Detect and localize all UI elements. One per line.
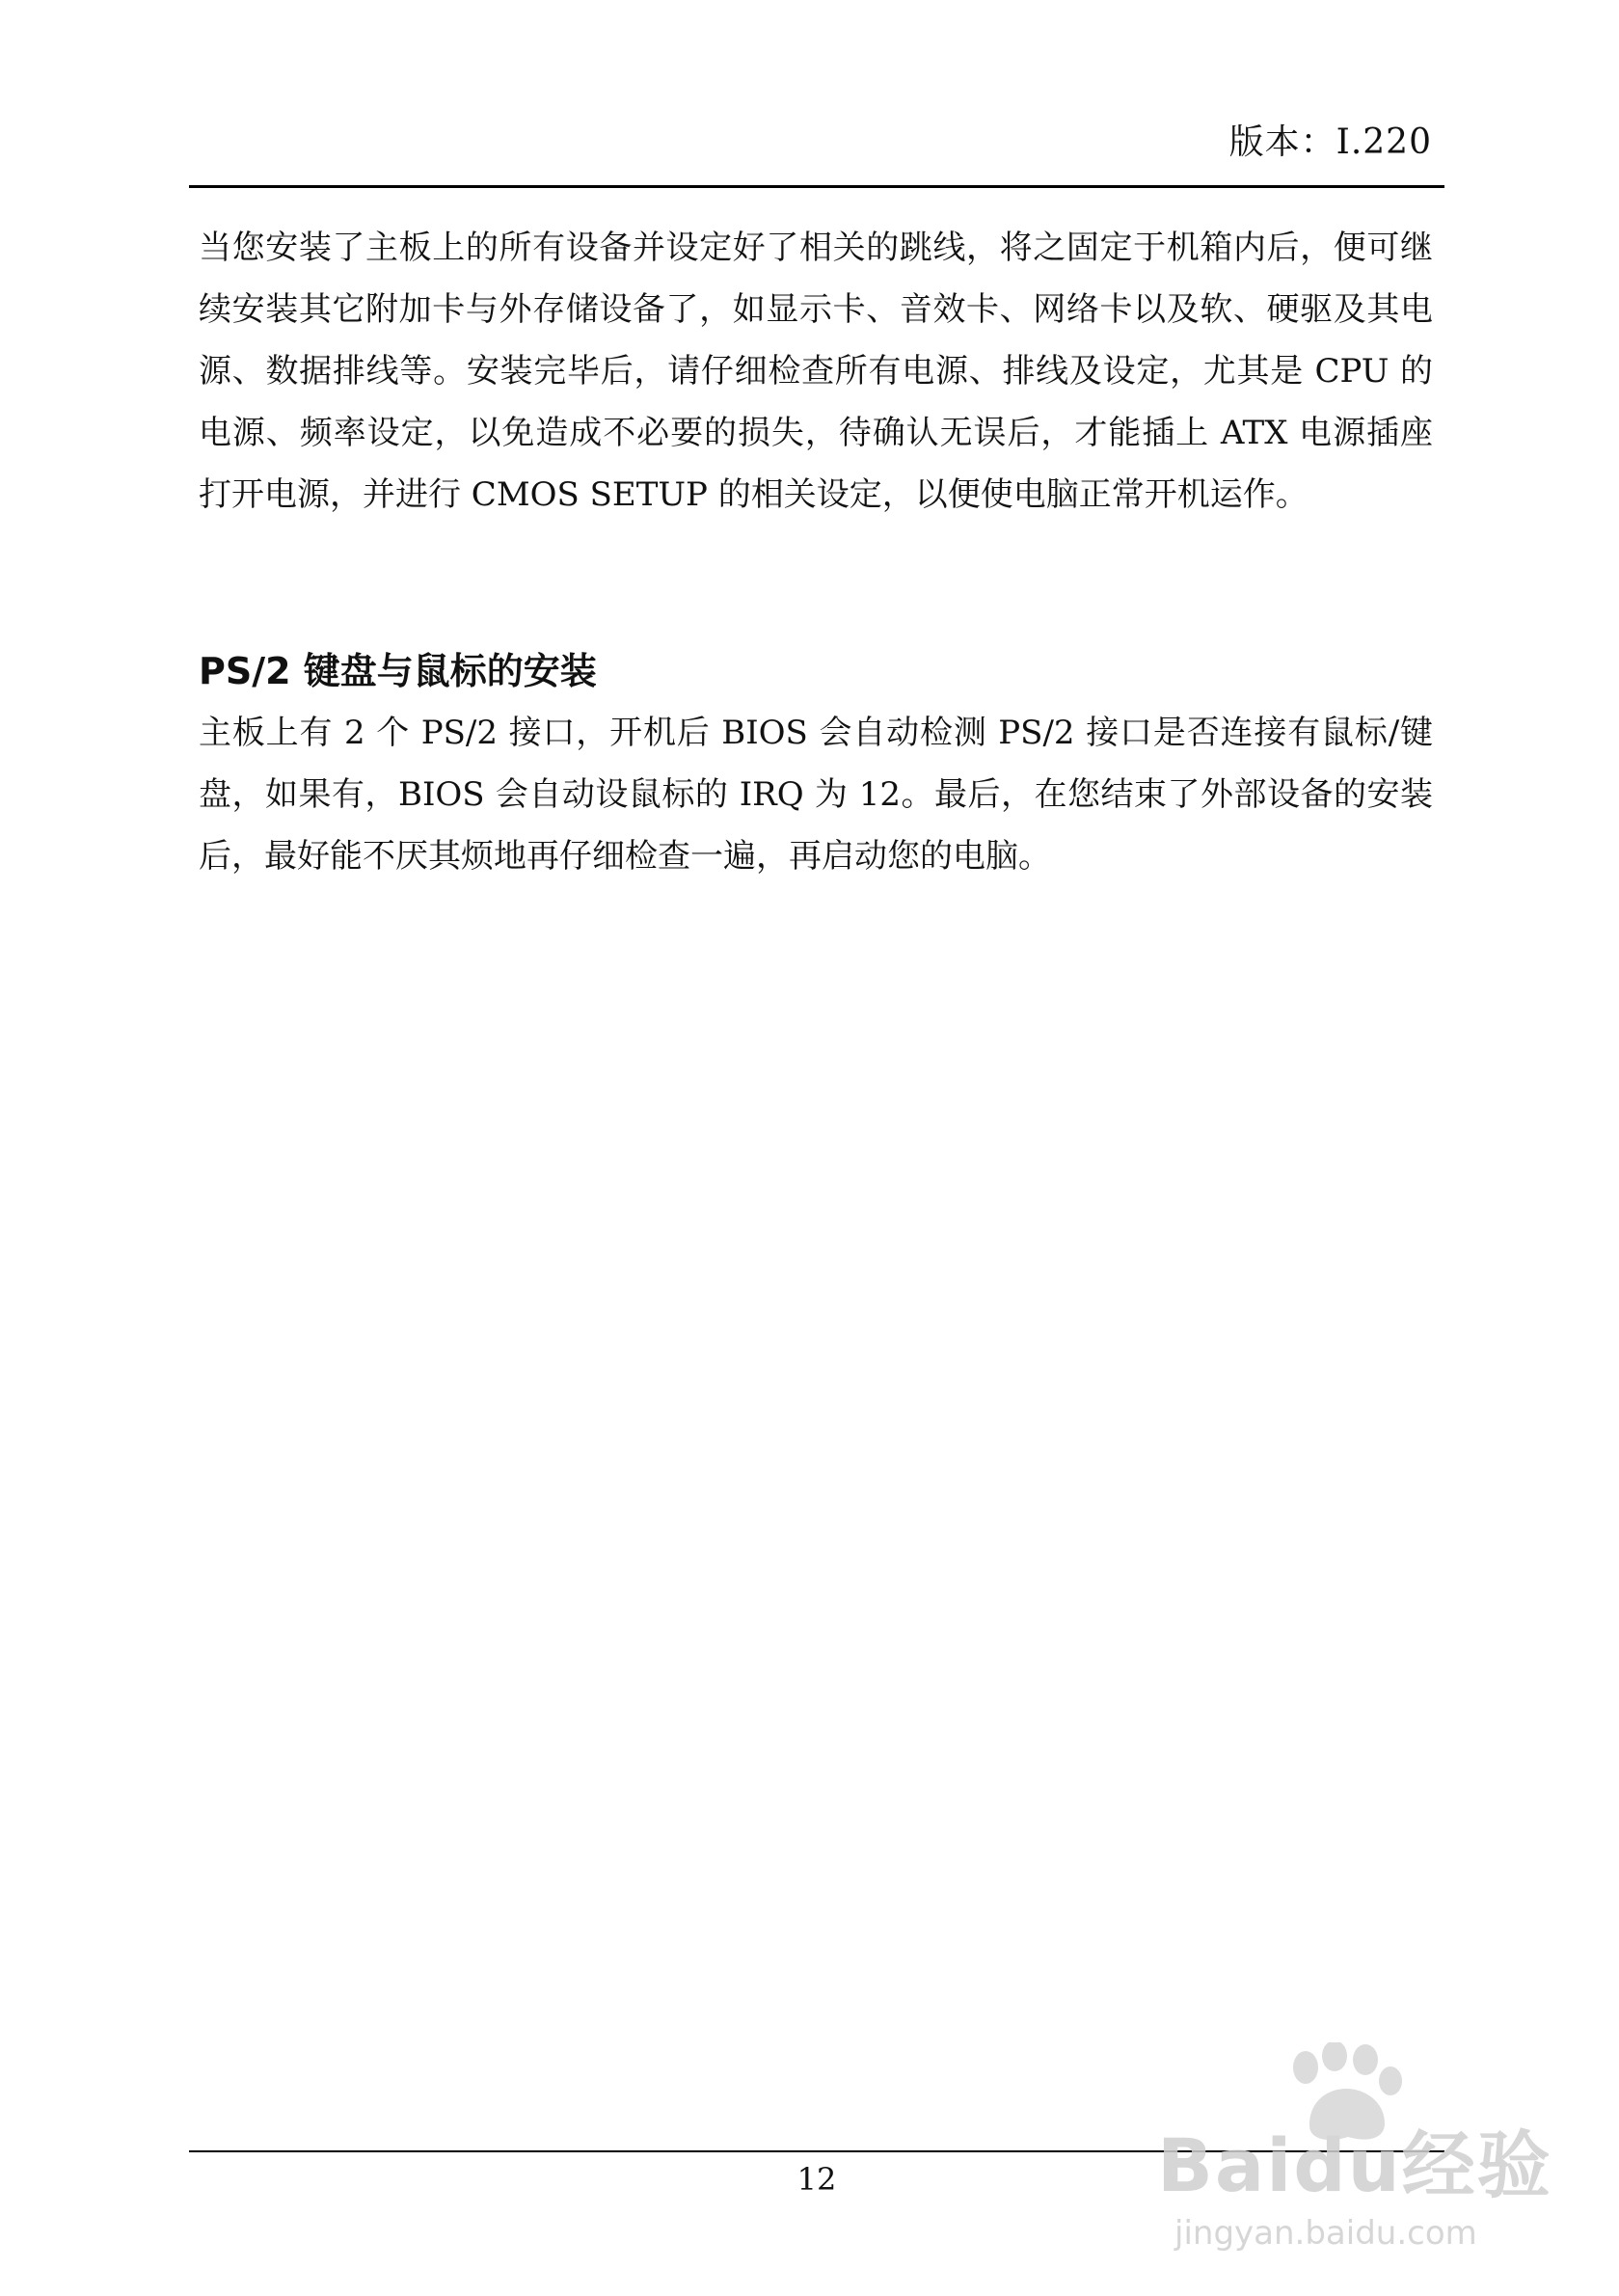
watermark-url: jingyan.baidu.com: [1174, 2214, 1477, 2253]
page-number: 12: [796, 2161, 837, 2198]
watermark-brand: Baidu经验: [1157, 2122, 1552, 2208]
document-version: 版本：I.220: [1228, 122, 1432, 162]
ps2-paragraph: 主板上有 2 个 PS/2 接口，开机后 BIOS 会自动检测 PS/2 接口是否连接有鼠标/键盘，如果有，BIOS 会自动设鼠标的 IRQ 为 12。最后，在您结束了外部设备的安装后，最好能不厌其烦地再仔细检查一遍，再启动您的电脑。: [199, 714, 1433, 876]
section-heading: PS/2 键盘与鼠标的安装: [199, 650, 597, 692]
installation-paragraph: 当您安装了主板上的所有设备并设定好了相关的跳线，将之固定于机箱内后，便可继续安装其它附加卡与外存储设备了，如显示卡、音效卡、网络卡以及软、硬驱及其电源、数据排线等。安装完毕后，请仔细检查所有电源、排线及设定，尤其是 CPU 的电源、频率设定，以免造成不必要的损失，待确认无误后，才能插上 ATX 电源插座打开电源，并进行 CMOS SETUP 的相关设定，以便使电脑正常开机运作。: [199, 229, 1433, 514]
baidu-watermark: [1147, 2042, 1552, 2255]
header-divider: [189, 185, 1444, 188]
